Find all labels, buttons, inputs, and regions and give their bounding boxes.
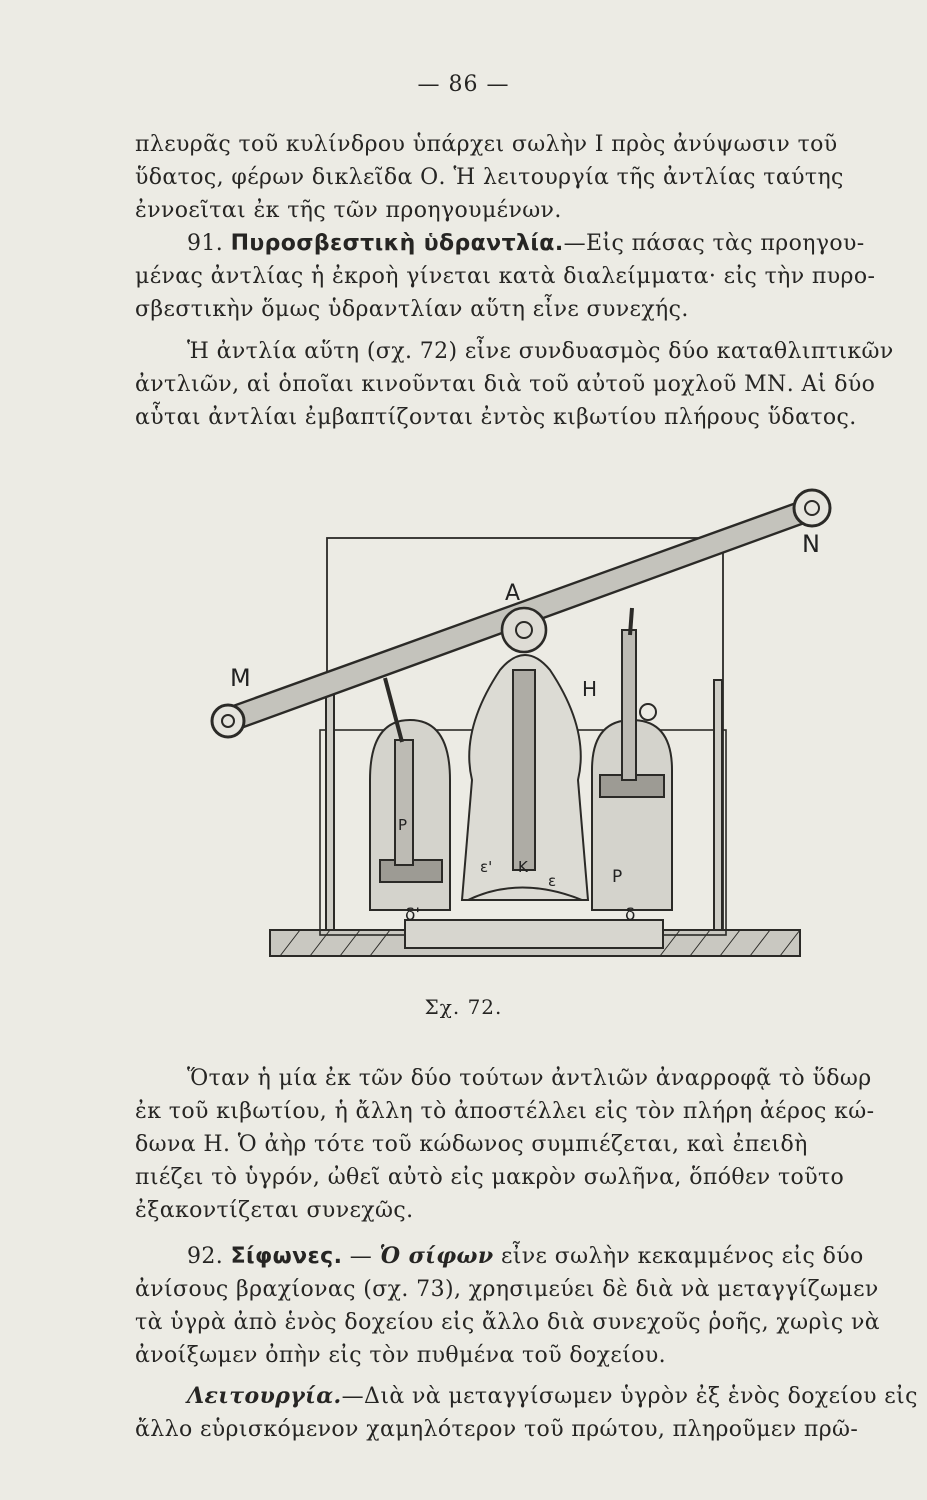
label-delta-prime: δ' [405,905,421,925]
text-line: σβεστικὴν ὅμως ὑδραντλίαν αὕτη εἶνε συνεχής. [135,297,689,322]
label-K: K [518,858,528,876]
text-line: Ἡ ἀντλία αὕτη (σχ. 72) εἶνε συνδυασμὸς δύο καταθλιπτικῶν [187,339,894,364]
page-number: — 86 — [417,72,510,97]
right-piston-rod [622,630,636,780]
left-stand [326,680,334,930]
text-line: ἐξακοντίζεται συνεχῶς. [135,1198,414,1223]
label-A: A [505,581,521,606]
text-line: τὰ ὑγρὰ ἀπὸ ἑνὸς δοχείου εἰς ἄλλο διὰ συνεχοῦς ῥοῆς, χωρὶς νὰ [135,1310,880,1335]
section-number: 92. [187,1244,224,1269]
paragraph-72 [135,335,903,434]
right-valve-knob [640,704,656,720]
right-stand [714,680,722,930]
text-line: μένας ἀντλίας ἡ ἐκροὴ γίνεται κατὰ διαλείμματα· εἰς τὴν πυρο- [135,264,876,289]
section-heading: Σίφωνες. [230,1244,343,1269]
section-92-first-line [135,1240,903,1273]
text-line: πλευρᾶς τοῦ κυλίνδρου ὑπάρχει σωλὴν Ι πρὸς ἀνύψωσιν τοῦ [135,132,838,157]
text-line: Ὅταν ἡ μία ἐκ τῶν δύο τούτων ἀντλιῶν ἀναρροφᾷ τὸ ὕδωρ [187,1066,872,1091]
lever-end-M [212,705,244,737]
text-line: δωνα Η. Ὁ ἀὴρ τότε τοῦ κώδωνος συμπιέζεται, καὶ ἐπειδὴ [135,1132,808,1157]
text-fragment: —Εἰς πάσας τὰς προηγου- [563,231,865,256]
pump-engraving [212,490,830,956]
text-fragment: εἶνε σωλὴν κεκαμμένος εἰς δύο [493,1244,864,1269]
label-epsilon-prime: ε' [480,858,493,876]
text-line: ἐκ τοῦ κιβωτίου, ἡ ἄλλη τὸ ἀποστέλλει εἰς τὸν πλήρη ἀέρος κώ- [135,1099,875,1124]
pivot-A [502,608,546,652]
text-line: ἀνοίξωμεν ὀπὴν εἰς τὸν πυθμένα τοῦ δοχείου. [135,1343,667,1368]
label-H: H [582,677,598,701]
text-line: ἄλλο εὑρισκόμενον χαμηλότερον τοῦ πρώτου, πληροῦμεν πρῶ- [135,1417,859,1442]
text-line: ὕδατος, φέρων δικλεῖδα Ο. Ἡ λειτουργία τῆς ἀντλίας ταύτης [135,165,844,190]
section-number: 91. [187,231,224,256]
text-line: αὗται ἀντλίαι ἐμβαπτίζονται ἐντὸς κιβωτίου πλήρους ὕδατος. [135,405,857,430]
section-91-first-line [135,227,903,260]
section-92 [135,1240,903,1372]
section-91 [135,227,903,326]
paragraph-top [135,128,903,227]
paragraph-operation [135,1380,918,1446]
figure-caption: Σχ. 72. [424,995,503,1019]
text-line: ἀνίσους βραχίονας (σχ. 73), χρησιμεύει δὲ διὰ νὰ μεταγγίζωμεν [135,1277,879,1302]
text-line: πιέζει τὸ ὑγρόν, ὠθεῖ αὐτὸ εἰς μακρὸν σωλῆνα, ὅπόθεν τοῦτο [135,1165,845,1190]
operation-first-line [135,1380,918,1413]
label-N: N [802,530,820,558]
fire-pump-figure [200,480,840,980]
text-line: ἐννοεῖται ἐκ τῆς τῶν προηγουμένων. [135,198,562,223]
text-line: ἀντλιῶν, αἱ ὁποῖαι κινοῦνται διὰ τοῦ αὐτοῦ μοχλοῦ ΜΝ. Αἱ δύο [135,372,876,397]
label-delta: δ [625,905,636,925]
label-P-right: P [612,867,623,887]
delivery-pipe [513,670,535,870]
text-fragment: — [342,1244,380,1269]
lever-end-N [794,490,830,526]
label-epsilon: ε [548,872,557,890]
paragraph-after [135,1062,903,1227]
right-link [630,608,632,635]
label-P-left: P [398,816,408,834]
section-heading: Πυροσβεστικὴ ὑδραντλία. [230,231,564,256]
operation-heading: Λειτουργία. [187,1383,342,1409]
left-piston-rod [395,740,413,865]
text-fragment: —Διὰ νὰ μεταγγίσωμεν ὑγρὸν ἐξ ἑνὸς δοχείου εἰς [341,1384,918,1409]
label-M: M [230,664,251,692]
italic-term: Ὁ σίφων [379,1243,494,1269]
